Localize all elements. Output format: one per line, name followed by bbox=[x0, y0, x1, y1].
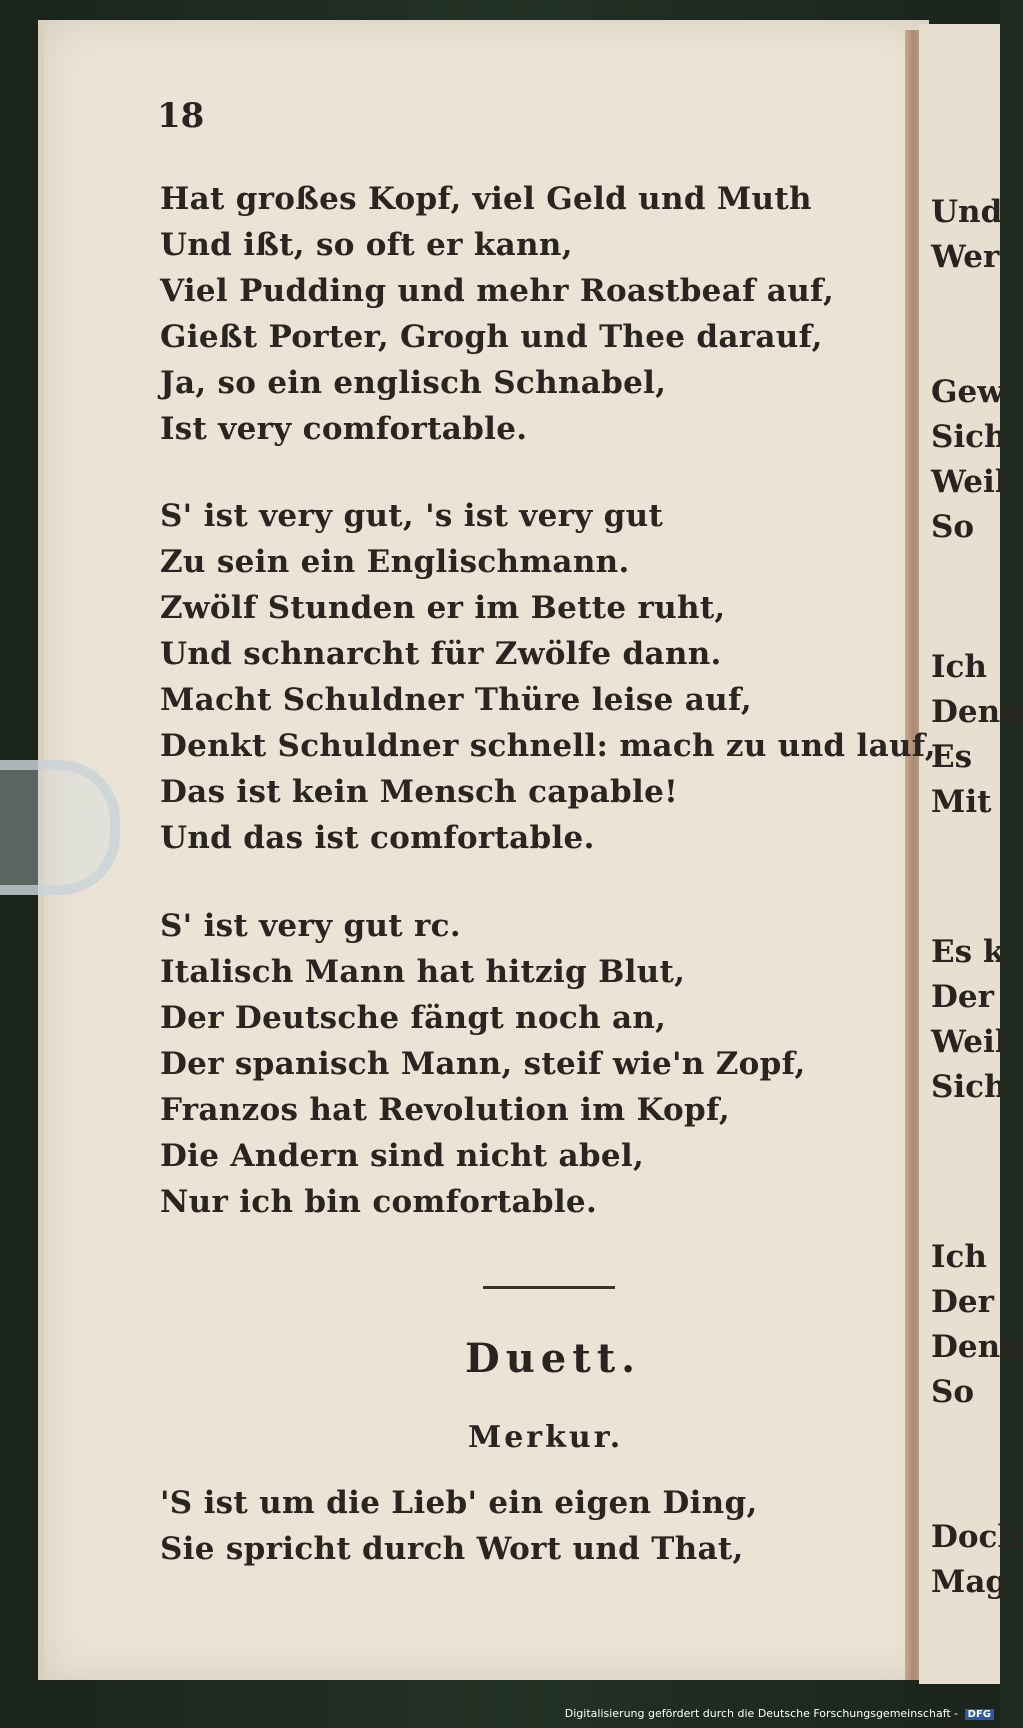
facing-fragment: Weil bbox=[931, 464, 1007, 500]
verse-line: Und schnarcht für Zwölfe dann. bbox=[160, 636, 722, 672]
verse-line: Die Andern sind nicht abel, bbox=[160, 1138, 645, 1174]
verse-line: Viel Pudding und mehr Roastbeaf auf, bbox=[160, 273, 835, 309]
verse-line: 'S ist um die Lieb' ein eigen Ding, bbox=[160, 1485, 758, 1521]
facing-fragment: Denn bbox=[931, 694, 1023, 730]
section-title: Duett. bbox=[465, 1335, 642, 1382]
verse-line: Das ist kein Mensch capable! bbox=[160, 774, 679, 810]
stanza-1 bbox=[160, 176, 834, 452]
speaker-name: Merkur. bbox=[468, 1420, 624, 1455]
facing-fragment: Mag bbox=[931, 1564, 1008, 1600]
verse-line: Franzos hat Revolution im Kopf, bbox=[160, 1092, 731, 1128]
facing-fragment: Und bbox=[931, 194, 1003, 230]
verse-line: Der Deutsche fängt noch an, bbox=[160, 1000, 667, 1036]
verse-line: Nur ich bin comfortable. bbox=[160, 1184, 598, 1220]
facing-fragment: Sich bbox=[931, 1069, 1007, 1105]
facing-fragment: Denn bbox=[931, 1329, 1023, 1365]
verse-line: Der spanisch Mann, steif wie'n Zopf, bbox=[160, 1046, 806, 1082]
verse-line: Und das ist comfortable. bbox=[160, 820, 595, 856]
stanza-2 bbox=[160, 493, 936, 861]
verse-line: Italisch Mann hat hitzig Blut, bbox=[160, 954, 686, 990]
facing-fragment: Gew bbox=[931, 374, 1004, 410]
verse-line: Gießt Porter, Grogh und Thee darauf, bbox=[160, 319, 823, 355]
facing-fragment: Ich bbox=[931, 1239, 987, 1275]
facing-fragment: Weil bbox=[931, 1024, 1007, 1060]
facing-fragment: Es bbox=[931, 739, 973, 775]
facing-fragment: So bbox=[931, 1374, 975, 1410]
verse-line: Zwölf Stunden er im Bette ruht, bbox=[160, 590, 726, 626]
facing-fragment: So bbox=[931, 509, 975, 545]
digitization-footer bbox=[565, 1707, 994, 1720]
verse-line: Und ißt, so oft er kann, bbox=[160, 227, 573, 263]
book-clip bbox=[0, 760, 120, 895]
verse-line: Denkt Schuldner schnell: mach zu und lauf, bbox=[160, 728, 936, 764]
duet-lines bbox=[160, 1480, 758, 1572]
facing-fragment: Es k bbox=[931, 934, 1005, 970]
facing-fragment: Sich bbox=[931, 419, 1007, 455]
footer-text: Digitalisierung gefördert durch die Deutsche Forschungsgemeinschaft - bbox=[564, 1707, 959, 1720]
facing-fragment: Wer bbox=[931, 239, 1000, 275]
verse-line: Hat großes Kopf, viel Geld und Muth bbox=[160, 181, 812, 217]
verse-line: Macht Schuldner Thüre leise auf, bbox=[160, 682, 753, 718]
dfg-logo: DFG bbox=[965, 1709, 994, 1720]
verse-line: S' ist very gut, 's ist very gut bbox=[160, 498, 664, 534]
page-number: 18 bbox=[157, 96, 205, 136]
verse-line: S' ist very gut rc. bbox=[160, 908, 461, 944]
facing-fragment: Doch bbox=[931, 1519, 1020, 1555]
verse-line: Zu sein ein Englischmann. bbox=[160, 544, 630, 580]
stanza-3 bbox=[160, 903, 806, 1225]
verse-line: Sie spricht durch Wort und That, bbox=[160, 1531, 744, 1567]
verse-line: Ist very comfortable. bbox=[160, 411, 528, 447]
facing-fragment: Der bbox=[931, 979, 994, 1015]
facing-fragment: Mit bbox=[931, 784, 992, 820]
verse-line: Ja, so ein englisch Schnabel, bbox=[160, 365, 667, 401]
facing-fragment: Ich bbox=[931, 649, 987, 685]
section-divider bbox=[483, 1286, 615, 1289]
facing-fragment: Der bbox=[931, 1284, 994, 1320]
